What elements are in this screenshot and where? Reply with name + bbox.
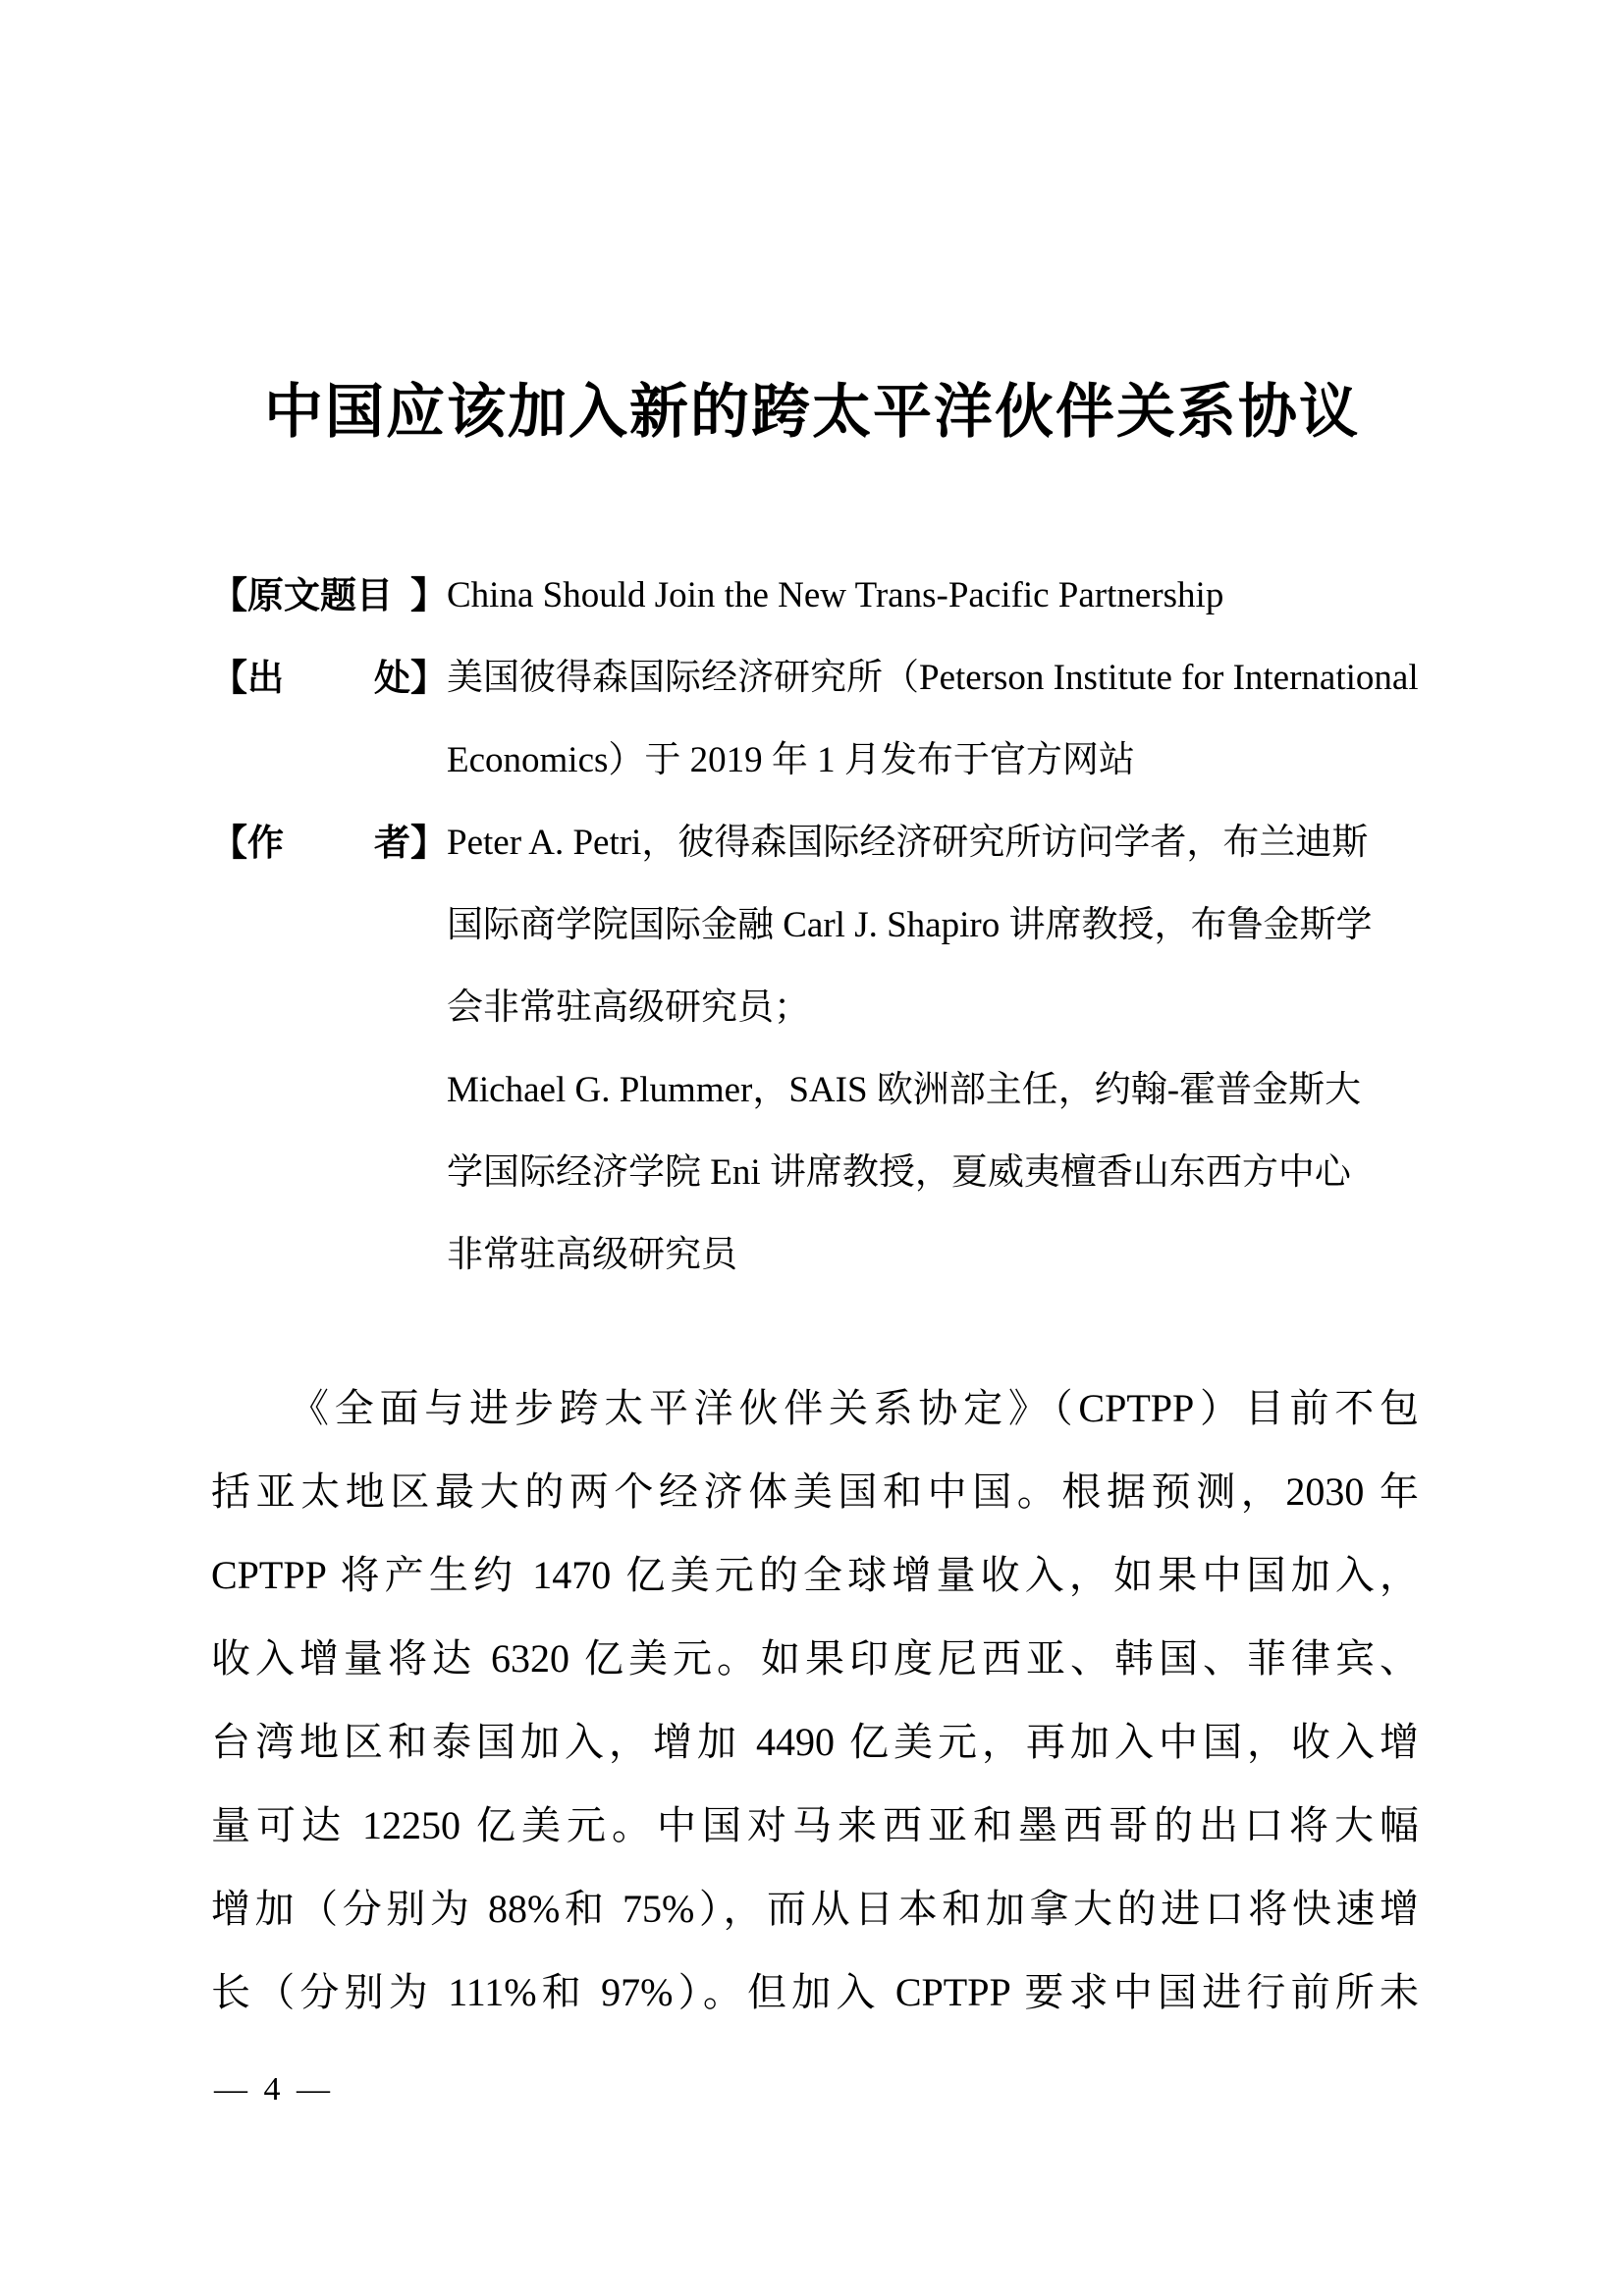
paragraph-line: 台湾地区和泰国加入，增加 4490 亿美元，再加入中国，收入增 <box>211 1720 1419 1764</box>
article-metadata <box>211 555 1419 1297</box>
label-bracket: 】 <box>410 574 447 616</box>
label-text: 【出 <box>211 657 284 699</box>
body-paragraph <box>211 1366 1419 2034</box>
source-label <box>211 637 447 802</box>
label-text: 【原文题目 <box>211 574 393 616</box>
original-title-row <box>211 555 1419 637</box>
authors-value <box>447 802 1419 1297</box>
value-line: Peter A. Petri，彼得森国际经济研究所访问学者，布兰迪斯 <box>447 823 1369 863</box>
paragraph-line: 长（分别为 111%和 97%）。但加入 CPTPP 要求中国进行前所未 <box>211 1970 1419 2014</box>
value-line: 国际商学院国际金融 Carl J. Shapiro 讲席教授，布鲁金斯学 <box>447 905 1373 945</box>
label-text-end: 处】 <box>374 657 447 699</box>
original-title-value <box>447 555 1419 637</box>
label-text: 【作 <box>211 822 284 864</box>
value-line: China Should Join the New Trans-Pacific Partnership <box>447 575 1224 615</box>
paragraph-line: 增加（分别为 88%和 75%），而从日本和加拿大的进口将快速增 <box>211 1887 1419 1931</box>
value-line: Economics）于 2019 年 1 月发布于官方网站 <box>447 740 1135 780</box>
source-row <box>211 637 1419 802</box>
page-number: — 4 — <box>214 2071 334 2108</box>
label-text-end: 者】 <box>374 822 447 864</box>
paragraph-line: 量可达 12250 亿美元。中国对马来西亚和墨西哥的出口将大幅 <box>211 1803 1419 1847</box>
paragraph-line: 收入增量将达 6320 亿美元。如果印度尼西亚、韩国、菲律宾、 <box>211 1636 1419 1681</box>
value-line: 会非常驻高级研究员； <box>447 988 810 1028</box>
source-value <box>447 637 1419 802</box>
value-line: Michael G. Plummer，SAIS 欧洲部主任，约翰-霍普金斯大 <box>447 1070 1362 1110</box>
paragraph-line: 《全面与进步跨太平洋伙伴关系协定》（CPTPP）目前不包 <box>290 1386 1419 1430</box>
document-title: 中国应该加入新的跨太平洋伙伴关系协议 <box>264 378 1360 447</box>
authors-row <box>211 802 1419 1297</box>
authors-label <box>211 802 447 1297</box>
value-line: 美国彼得森国际经济研究所（Peterson Institute for International <box>447 658 1419 698</box>
value-line: 学国际经济学院 Eni 讲席教授，夏威夷檀香山东西方中心 <box>447 1152 1351 1193</box>
paragraph-line: CPTPP 将产生约 1470 亿美元的全球增量收入，如果中国加入， <box>211 1553 1419 1597</box>
paragraph-line: 括亚太地区最大的两个经济体美国和中国。根据预测，2030 年 <box>211 1469 1419 1514</box>
original-title-label <box>211 555 447 637</box>
value-line: 非常驻高级研究员 <box>447 1235 737 1275</box>
